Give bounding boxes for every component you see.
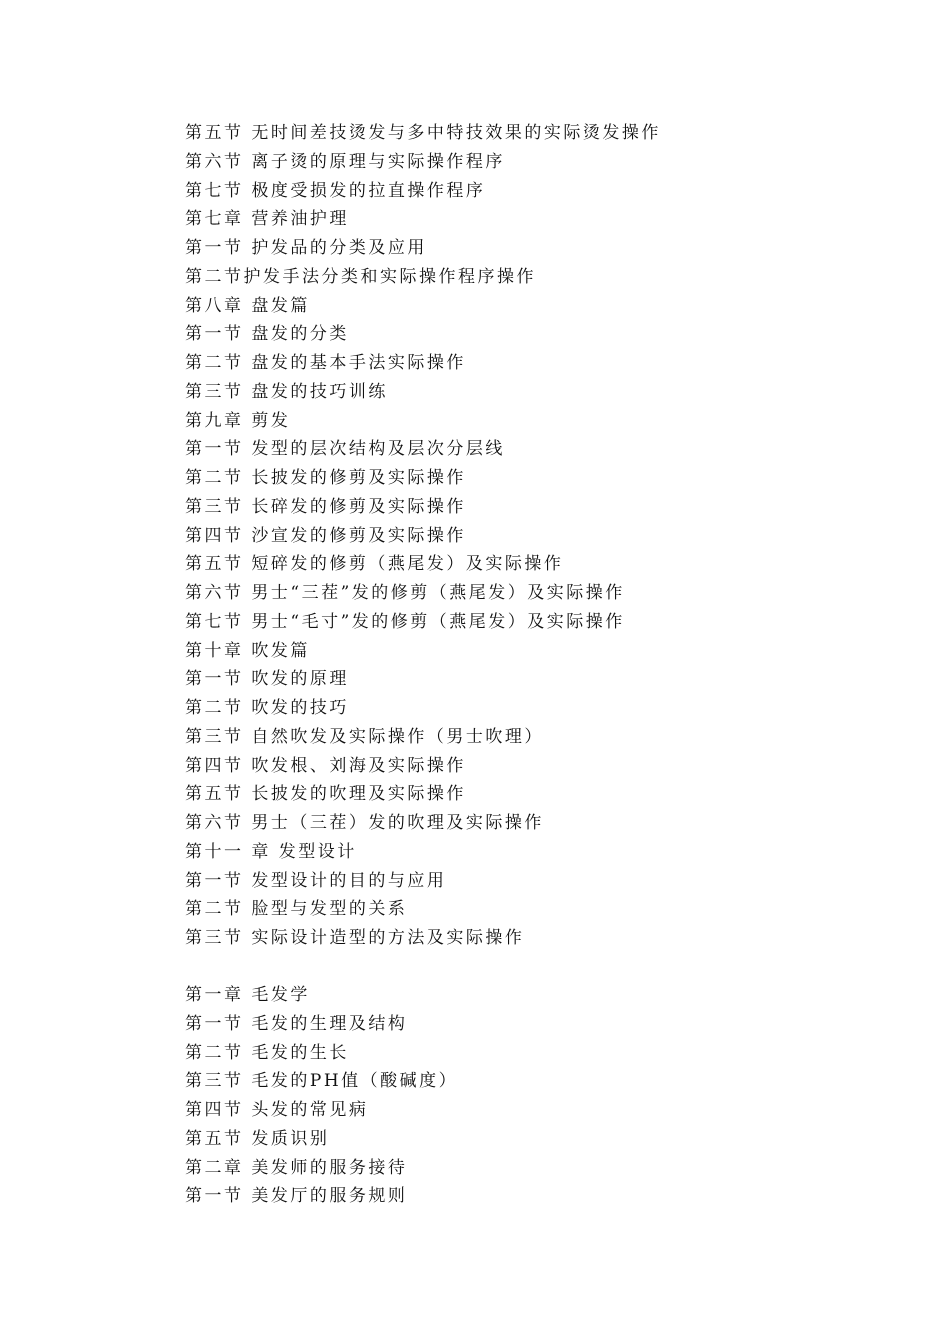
toc-line: 第二节 长披发的修剪及实际操作 [185,468,466,488]
toc-line: 第四节 头发的常见病 [185,1100,369,1120]
toc-line: 第五节 发质识别 [185,1128,330,1149]
toc-list-part1 [185,119,885,953]
toc-line: 第七节 极度受损发的拉直操作程序 [185,180,486,201]
toc-list-part2 [185,981,885,1211]
toc-line: 第二章 美发师的服务接待 [185,1157,408,1178]
toc-line: 第二节 吹发的技巧 [185,698,349,718]
toc-line: 第三节 长碎发的修剪及实际操作 [185,496,466,517]
toc-line: 第三节 自然吹发及实际操作（男士吹理） [185,726,544,747]
toc-line: 第六节 男士（三茬）发的吹理及实际操作 [185,813,544,833]
toc-line: 第一节 发型设计的目的与应用 [185,870,447,891]
toc-line: 第一节 美发厅的服务规则 [185,1186,408,1207]
toc-line: 第二节 盘发的基本手法实际操作 [185,353,466,373]
toc-line: 第二节 毛发的生长 [185,1042,349,1063]
toc-line: 第二节 脸型与发型的关系 [185,899,408,920]
toc-line: 第五节 短碎发的修剪（燕尾发）及实际操作 [185,554,564,575]
toc-line: 第三节 盘发的技巧训练 [185,381,388,402]
toc-line: 第十章 吹发篇 [185,640,310,661]
toc-line: 第一节 护发品的分类及应用 [185,238,427,258]
toc-line: 第一节 吹发的原理 [185,669,349,690]
toc-line: 第五节 长披发的吹理及实际操作 [185,784,466,805]
toc-line: 第十一 章 发型设计 [185,841,357,862]
toc-line: 第一节 毛发的生理及结构 [185,1013,408,1034]
toc-line: 第三节 实际设计造型的方法及实际操作 [185,928,525,948]
toc-line: 第五节 无时间差技烫发与多中特技效果的实际烫发操作 [185,123,661,143]
toc-line: 第一节 盘发的分类 [185,324,349,345]
toc-line: 第一章 毛发学 [185,985,310,1005]
toc-line: 第六节 离子烫的原理与实际操作程序 [185,151,505,172]
toc-line: 第八章 盘发篇 [185,295,310,316]
toc-line: 第九章 剪发 [185,410,291,431]
toc-line: 第三节 毛发的PH值（酸碱度） [185,1071,459,1092]
toc-line: 第七章 营养油护理 [185,209,349,230]
toc-line: 第一节 发型的层次结构及层次分层线 [185,439,505,460]
toc-line: 第四节 沙宣发的修剪及实际操作 [185,525,466,546]
toc-line: 第七节 男士“毛寸”发的修剪（燕尾发）及实际操作 [185,611,625,632]
toc-line: 第六节 男士“三茬”发的修剪（燕尾发）及实际操作 [185,583,625,603]
toc-line: 第四节 吹发根、刘海及实际操作 [185,755,466,776]
toc-line: 第二节护发手法分类和实际操作程序操作 [185,266,536,287]
